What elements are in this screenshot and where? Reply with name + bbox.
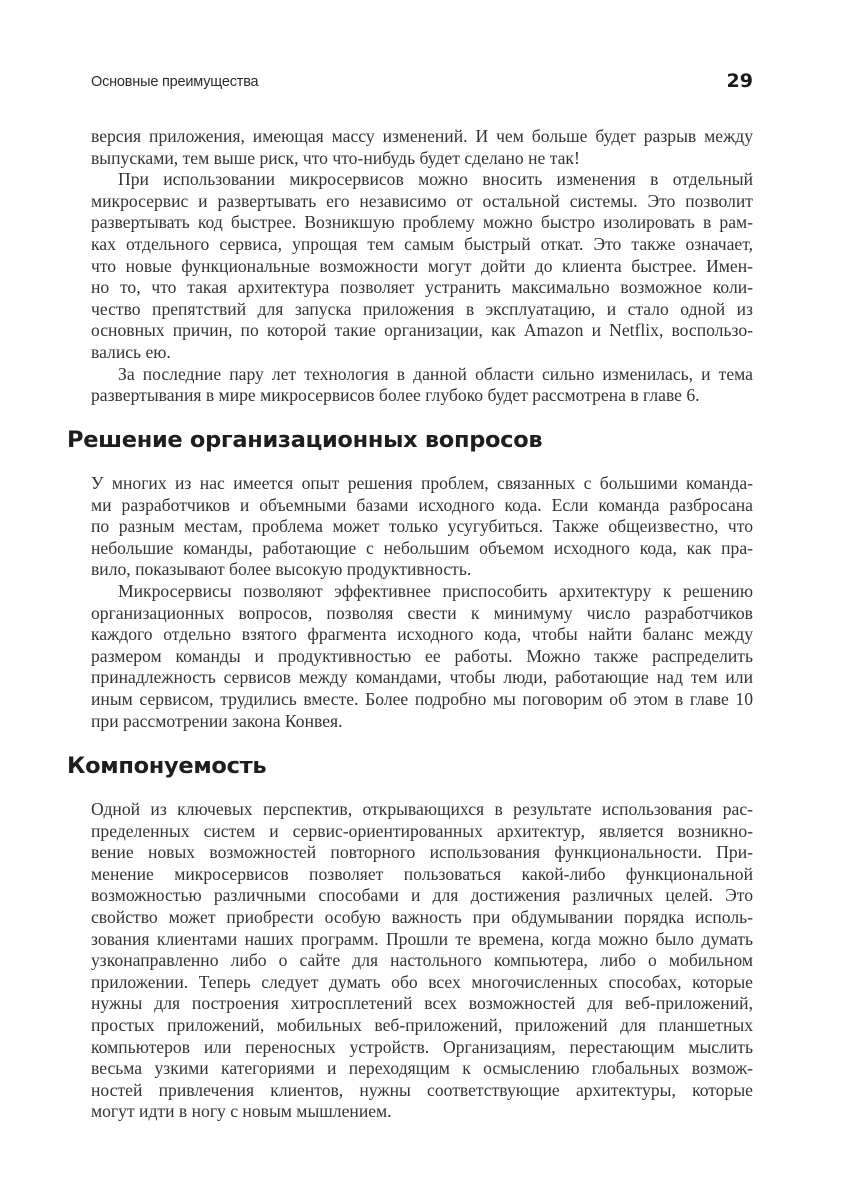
text-line: основных причин, по которой такие организации, как Amazon и Netflix, воспользо-	[91, 320, 753, 341]
text-line: компьютеров или переносных устройств. Организациям, перестающим мыслить	[91, 1036, 753, 1057]
text-line: вило, показывают более высокую продуктивность.	[91, 559, 472, 580]
paragraph	[91, 169, 753, 363]
text-line: При использовании микросервисов можно вносить изменения в отдельный	[118, 169, 753, 190]
section-composability-body	[91, 799, 753, 1123]
text-line: У многих из нас имеется опыт решения проблем, связанных с большими команда-	[91, 473, 753, 493]
text-line: возможностью различными способами и для достижения различных целей. Это	[91, 885, 753, 906]
text-line: ностей привлечения клиентов, нужны соответствующие архитектуры, которые	[91, 1079, 753, 1100]
text-line: ках отдельного сервиса, упрощая тем самым быстрый откат. Это также означает,	[91, 233, 753, 254]
paragraph	[91, 799, 753, 1123]
section-heading-organizational: Решение организационных вопросов	[67, 427, 543, 453]
text-line: каждого отдельно взятого фрагмента исходного кода, чтобы найти баланс между	[91, 624, 753, 645]
text-line: при рассмотрении закона Конвея.	[91, 710, 343, 731]
running-head-title: Основные преимущества	[91, 74, 259, 90]
text-line: простых приложений, мобильных веб-приложений, приложений для планшетных	[91, 1014, 753, 1035]
text-line: За последние пару лет технология в данной области сильно изменилась, и тема	[118, 363, 753, 384]
paragraph	[91, 364, 753, 407]
text-line: микросервис и развертывать его независимо от остальной системы. Это позволит	[91, 190, 753, 211]
text-line: но то, что такая архитектура позволяет устранить максимально возможное коли-	[91, 277, 753, 298]
text-line: принадлежность сервисов между командами, чтобы люди, работающие над тем или	[91, 667, 753, 688]
text-line: что новые функциональные возможности могут дойти до клиента быстрее. Имен-	[91, 255, 753, 276]
text-line: приложении. Теперь следует думать обо всех многочисленных способах, которые	[91, 971, 753, 992]
text-line: нужны для построения хитросплетений всех возможностей для веб-приложений,	[91, 993, 753, 1014]
text-line: зования клиентами наших программ. Прошли те времена, когда можно было думать	[91, 928, 753, 949]
text-line: чество препятствий для запуска приложения в эксплуатацию, и стало одной из	[91, 298, 753, 319]
running-head	[91, 72, 753, 94]
paragraph	[91, 473, 753, 581]
text-line: свойство может приобрести особую важность при обдумывании порядка исполь-	[91, 906, 753, 927]
text-line: развертывать код быстрее. Возникшую проблему можно быстро изолировать в рам-	[91, 212, 753, 233]
text-line: выпусками, тем выше риск, что что-нибудь будет сделано не так!	[91, 147, 580, 168]
text-line: Одной из ключевых перспектив, открывающихся в результате использования рас-	[91, 799, 753, 819]
text-line: развертывания в мире микросервисов более глубоко будет рассмотрена в главе 6.	[91, 385, 700, 406]
text-line: по разным местам, проблема может только усугубиться. Также общеизвестно, что	[91, 516, 753, 537]
text-line: ми разработчиков и объемными базами исходного кода. Если команда разбросана	[91, 494, 753, 515]
text-line: иным сервисом, трудились вместе. Более подробно мы поговорим об этом в главе 10	[91, 688, 753, 709]
text-line: могут идти в ногу с новым мышлением.	[91, 1101, 392, 1122]
page-number: 29	[726, 70, 753, 92]
paragraph	[91, 126, 753, 169]
text-line: вение новых возможностей повторного использования функциональности. При-	[91, 842, 753, 863]
text-line: весьма узкими категориями и переходящим к осмыслению глобальных возмож-	[91, 1058, 753, 1079]
section-organizational-body	[91, 473, 753, 732]
text-line: организационных вопросов, позволяя свести к минимуму число разработчиков	[91, 602, 753, 623]
text-line: менение микросервисов позволяет пользоваться какой-либо функциональной	[91, 863, 753, 884]
text-line: Микросервисы позволяют эффективнее приспособить архитектуру к решению	[118, 580, 753, 601]
text-line: пределенных систем и сервис-ориентированных архитектур, является возникно-	[91, 820, 753, 841]
text-line: вались ею.	[91, 341, 171, 362]
section-heading-composability: Компонуемость	[67, 753, 267, 779]
section-intro-body	[91, 126, 753, 407]
text-line: узконаправленно либо о сайте для настольного компьютера, либо о мобильном	[91, 950, 753, 971]
text-line: небольшие команды, работающие с небольшим объемом исходного кода, как пра-	[91, 537, 753, 558]
text-line: версия приложения, имеющая массу изменений. И чем больше будет разрыв между	[91, 126, 753, 146]
text-line: размером команды и продуктивностью ее работы. Можно также распределить	[91, 645, 753, 666]
paragraph	[91, 581, 753, 732]
